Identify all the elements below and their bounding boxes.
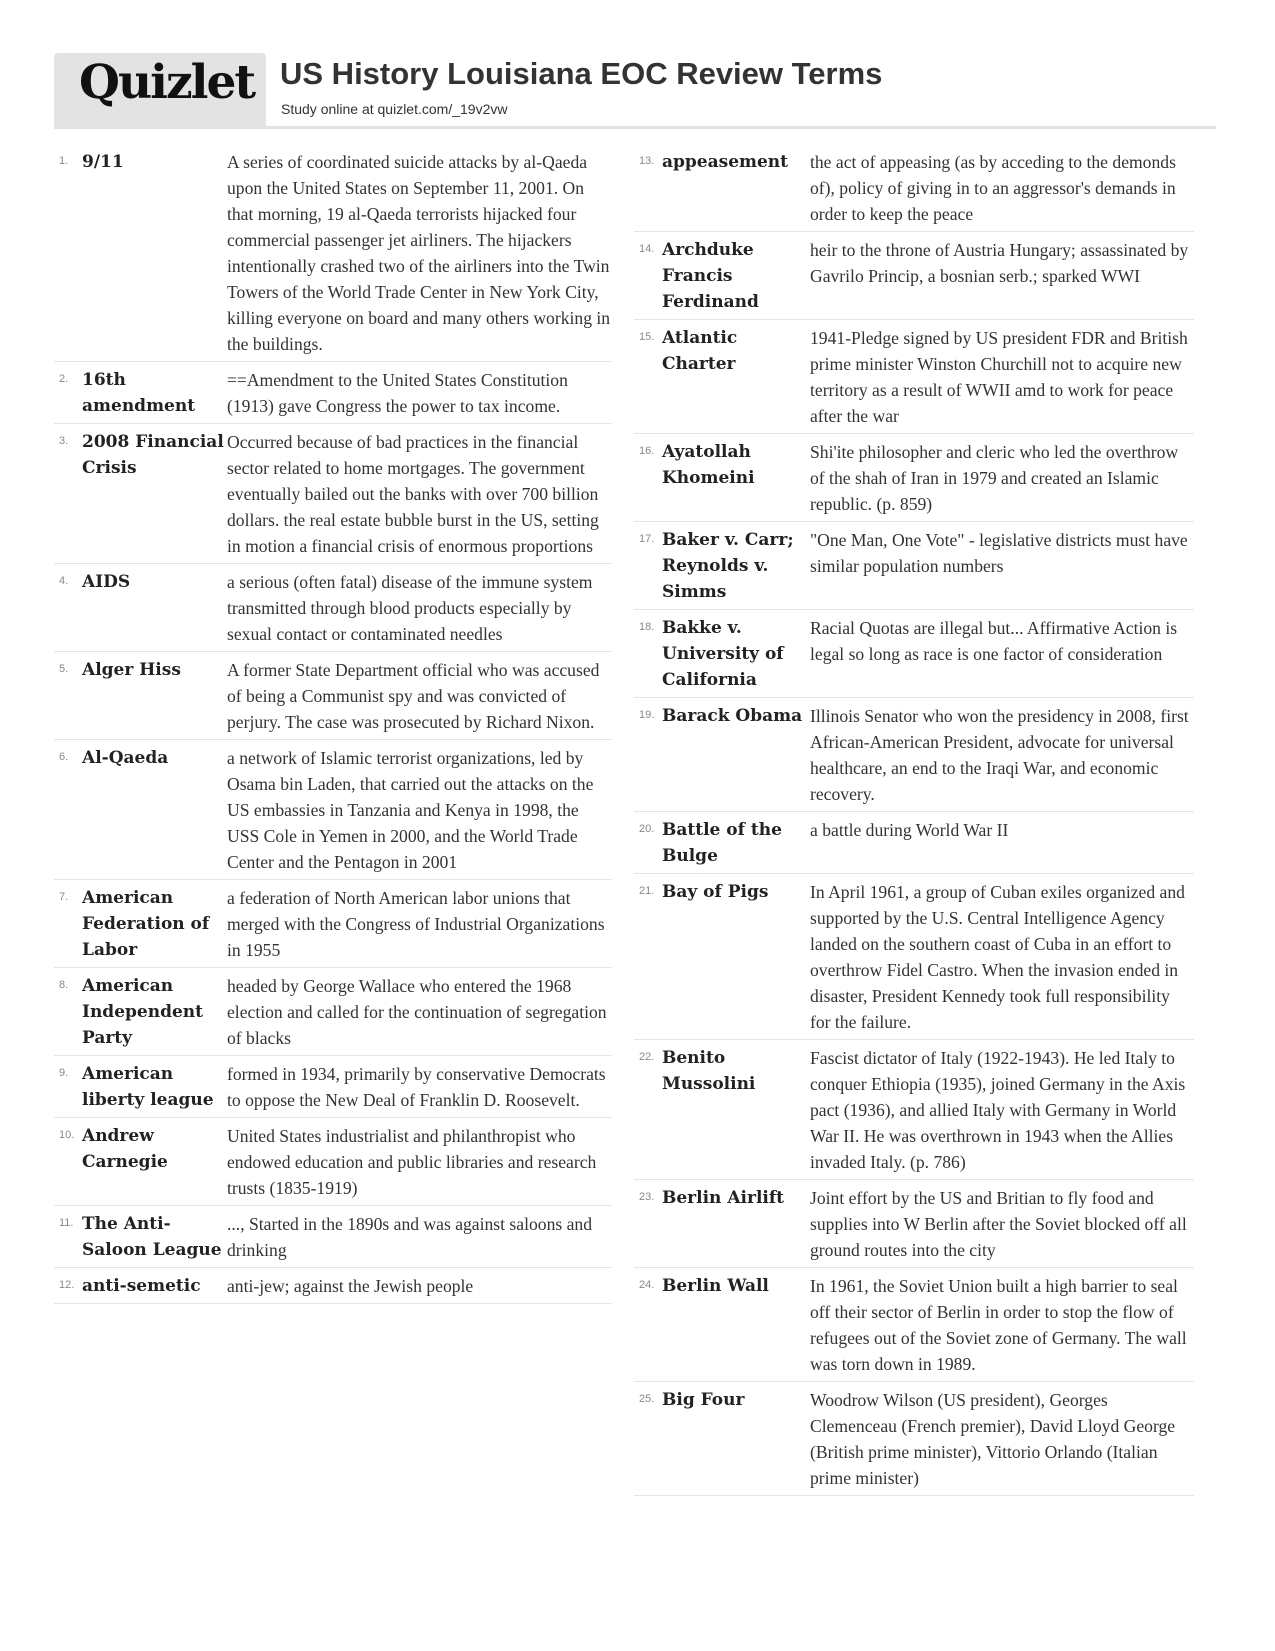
term-number: 9. xyxy=(59,1067,69,1079)
term-name: Battle of the Bulge xyxy=(662,820,782,866)
term-entry xyxy=(54,1123,612,1206)
term-number: 6. xyxy=(59,751,69,763)
term-definition: a serious (often fatal) disease of the immune system transmitted through blood products especially by sexual contact or contaminated needles xyxy=(227,572,593,644)
term-entry xyxy=(54,367,612,424)
study-online-link[interactable]: Study online at quizlet.com/_19v2vw xyxy=(281,101,508,117)
term-name: American Federation of Labor xyxy=(82,888,210,960)
term-definition: a federation of North American labor unions that merged with the Congress of Industrial Organizations in 1955 xyxy=(227,888,605,960)
term-number: 5. xyxy=(59,663,69,675)
term-definition: Shi'ite philosopher and cleric who led the overthrow of the shah of Iran in 1979 and created an Islamic republic. (p. 859) xyxy=(810,442,1179,514)
logo-text: Quizlet xyxy=(79,55,255,110)
term-name: American liberty league xyxy=(82,1064,214,1110)
header-divider xyxy=(54,126,1216,129)
term-number: 12. xyxy=(59,1279,75,1291)
term-entry xyxy=(634,1387,1194,1496)
term-number: 8. xyxy=(59,979,69,991)
term-entry xyxy=(54,657,612,740)
term-entry xyxy=(634,149,1194,232)
term-number: 2. xyxy=(59,373,69,385)
term-entry xyxy=(54,429,612,564)
term-number: 23. xyxy=(639,1191,655,1203)
term-name: Benito Mussolini xyxy=(662,1048,756,1094)
term-name: American Independent Party xyxy=(82,976,203,1048)
term-definition: Occurred because of bad practices in the financial sector related to home mortgages. The government eventually bailed out the banks with over 700 billion dollars. the real estate bubble burst in the US, setting in motion a financial crisis of enormous proportions xyxy=(227,432,599,556)
term-definition: anti-jew; against the Jewish people xyxy=(227,1276,474,1296)
term-entry xyxy=(634,703,1194,812)
term-number: 19. xyxy=(639,709,655,721)
term-name: 9/11 xyxy=(82,152,124,172)
term-definition: the act of appeasing (as by acceding to the demonds of), policy of giving in to an aggressor's demands in order to keep the peace xyxy=(810,152,1176,224)
term-definition: formed in 1934, primarily by conservative Democrats to oppose the New Deal of Franklin D. Roosevelt. xyxy=(227,1064,606,1110)
term-entry xyxy=(634,615,1194,698)
term-name: Al-Qaeda xyxy=(82,748,169,768)
term-definition: Joint effort by the US and Britian to fly food and supplies into W Berlin after the Soviet blocked off all ground routes into the city xyxy=(810,1188,1187,1260)
term-number: 16. xyxy=(639,445,655,457)
term-entry xyxy=(54,569,612,652)
term-entry xyxy=(634,1273,1194,1382)
term-definition: United States industrialist and philanthropist who endowed education and public libraries and research trusts (1835-1919) xyxy=(227,1126,597,1198)
term-entry xyxy=(54,1061,612,1118)
term-definition: A series of coordinated suicide attacks by al-Qaeda upon the United States on September 11, 2001. On that morning, 19 al-Qaeda terrorists hijacked four commercial passenger jet airliners. The hijackers intentionally crashed two of the airliners into the Twin Towers of the World Trade Center in New York City, killing everyone on board and many others working in the buildings. xyxy=(227,152,611,354)
page-header xyxy=(54,53,1216,128)
term-entry xyxy=(634,237,1194,320)
term-definition: Illinois Senator who won the presidency in 2008, first African-American President, advocate for universal healthcare, an end to the Iraqi War, and economic recovery. xyxy=(810,706,1189,804)
quizlet-logo[interactable] xyxy=(54,53,266,126)
term-definition: headed by George Wallace who entered the 1968 election and called for the continuation of segregation of blacks xyxy=(227,976,607,1048)
term-number: 10. xyxy=(59,1129,75,1141)
term-number: 21. xyxy=(639,885,655,897)
term-entry xyxy=(634,527,1194,610)
left-term-column xyxy=(54,149,612,1309)
term-name: Big Four xyxy=(662,1390,745,1410)
term-definition: ==Amendment to the United States Constitution (1913) gave Congress the power to tax income. xyxy=(227,370,568,416)
term-number: 7. xyxy=(59,891,69,903)
term-name: Archduke Francis Ferdinand xyxy=(662,240,759,312)
term-definition: a battle during World War II xyxy=(810,820,1009,840)
term-number: 22. xyxy=(639,1051,655,1063)
term-number: 1. xyxy=(59,155,69,167)
term-number: 4. xyxy=(59,575,69,587)
term-name: Berlin Wall xyxy=(662,1276,769,1296)
term-definition: a network of Islamic terrorist organizations, led by Osama bin Laden, that carried out the attacks on the US embassies in Tanzania and Kenya in 1998, the USS Cole in Yemen in 2000, and the World Trade Center and the Pentagon in 2001 xyxy=(227,748,594,872)
term-name: 16th amendment xyxy=(82,370,196,416)
term-number: 11. xyxy=(59,1217,74,1229)
term-entry xyxy=(54,149,612,362)
term-number: 15. xyxy=(639,331,655,343)
term-number: 17. xyxy=(639,533,655,545)
term-definition: In 1961, the Soviet Union built a high barrier to seal off their sector of Berlin in order to stop the flow of refugees out of the Soviet zone of Germany. The wall was torn down in 1989. xyxy=(810,1276,1187,1374)
term-name: The Anti-Saloon League xyxy=(82,1214,222,1260)
term-number: 25. xyxy=(639,1393,655,1405)
term-number: 24. xyxy=(639,1279,655,1291)
term-name: Baker v. Carr; Reynolds v. Simms xyxy=(662,530,794,602)
term-name: Ayatollah Khomeini xyxy=(662,442,755,488)
term-entry xyxy=(634,817,1194,874)
term-name: AIDS xyxy=(82,572,131,592)
term-definition: In April 1961, a group of Cuban exiles organized and supported by the U.S. Central Intelligence Agency landed on the southern coast of Cuba in an effort to overthrow Fidel Castro. When the invasion ended in disaster, President Kennedy took full responsibility for the failure. xyxy=(810,882,1185,1032)
term-entry xyxy=(54,1211,612,1268)
term-number: 13. xyxy=(639,155,655,167)
term-entry xyxy=(634,1185,1194,1268)
term-entry xyxy=(634,325,1194,434)
term-entry xyxy=(634,439,1194,522)
term-entry xyxy=(54,1273,612,1304)
term-name: appeasement xyxy=(662,152,789,172)
term-name: Berlin Airlift xyxy=(662,1188,785,1208)
term-number: 18. xyxy=(639,621,655,633)
term-definition: A former State Department official who was accused of being a Communist spy and was convicted of perjury. The case was prosecuted by Richard Nixon. xyxy=(227,660,600,732)
term-definition: Woodrow Wilson (US president), Georges Clemenceau (French premier), David Lloyd George (British prime minister), Vittorio Orlando (Italian prime minister) xyxy=(810,1390,1176,1488)
term-definition: Racial Quotas are illegal but... Affirmative Action is legal so long as race is one factor of consideration xyxy=(810,618,1178,664)
term-name: Bay of Pigs xyxy=(662,882,769,902)
term-name: Atlantic Charter xyxy=(662,328,738,374)
page-title: US History Louisiana EOC Review Terms xyxy=(280,56,883,91)
term-entry xyxy=(54,745,612,880)
term-definition: Fascist dictator of Italy (1922-1943). He led Italy to conquer Ethiopia (1935), joined Germany in the Axis pact (1936), and allied Italy with Germany in World War II. He was overthrown in 1943 when the Allies invaded Italy. (p. 786) xyxy=(810,1048,1186,1172)
term-name: Andrew Carnegie xyxy=(82,1126,168,1172)
term-definition: "One Man, One Vote" - legislative districts must have similar population numbers xyxy=(810,530,1188,576)
term-name: Barack Obama xyxy=(662,706,803,726)
term-definition: ..., Started in the 1890s and was against saloons and drinking xyxy=(227,1214,593,1260)
term-name: Bakke v. University of California xyxy=(662,618,784,690)
term-entry xyxy=(634,1045,1194,1180)
term-name: Alger Hiss xyxy=(82,660,181,680)
term-definition: heir to the throne of Austria Hungary; assassinated by Gavrilo Princip, a bosnian serb.; sparked WWI xyxy=(810,240,1189,286)
term-entry xyxy=(634,879,1194,1040)
term-number: 20. xyxy=(639,823,655,835)
term-entry xyxy=(54,885,612,968)
term-definition: 1941-Pledge signed by US president FDR and British prime minister Winston Churchill not to acquire new territory as a result of WWII amd to work for peace after the war xyxy=(810,328,1188,426)
term-entry xyxy=(54,973,612,1056)
right-term-column xyxy=(634,149,1194,1501)
term-number: 14. xyxy=(639,243,655,255)
term-name: anti-semetic xyxy=(82,1276,201,1296)
term-number: 3. xyxy=(59,435,69,447)
term-name: 2008 Financial Crisis xyxy=(82,432,224,478)
